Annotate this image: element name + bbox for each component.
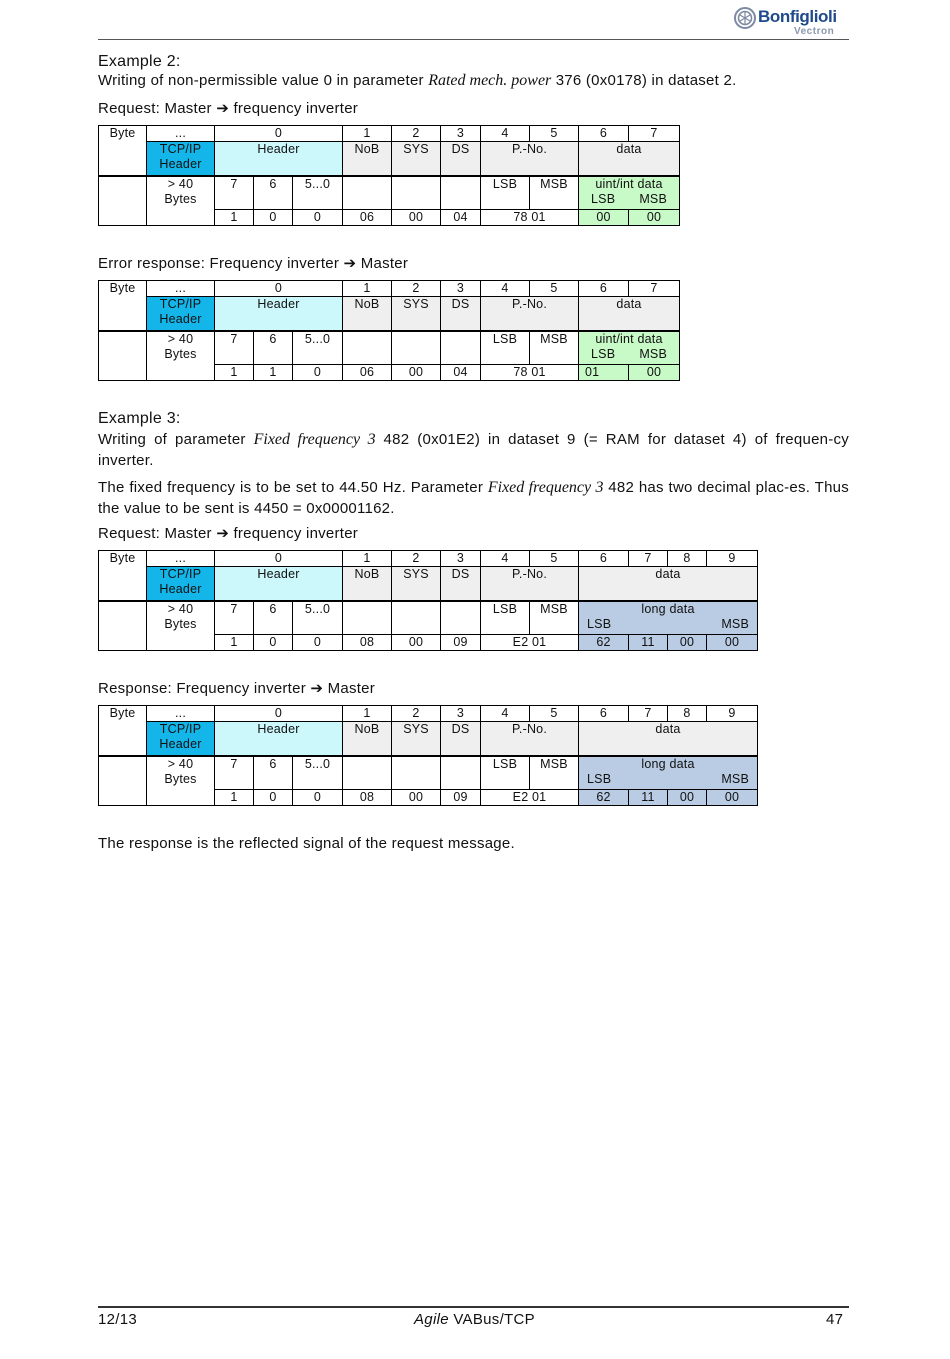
value-pno: 78 01 [481,209,579,225]
ds-cell: DS [441,297,481,332]
value-nob: 08 [343,789,392,805]
example3-detail-pre: The fixed frequency is to be set to 44.50 Hz. Parameter [98,479,488,496]
pno-lsb: LSB [481,176,530,209]
byte-col-ellipsis: ... [147,126,215,142]
sys-cell: SYS [392,297,441,332]
byte-col-4: 4 [481,126,530,142]
byte-col-3: 3 [441,281,481,297]
sys-cell: SYS [392,142,441,177]
example3-intro-post: 482 (0x01E2) in dataset 9 (= RAM for dataset 4) of frequen-cy inverter. [98,431,850,469]
footer-rule [98,1306,849,1308]
byte-col-2: 2 [392,551,441,567]
caption-end: frequency inverter [233,525,359,542]
caption-start: Request: Master [98,100,212,117]
value-bit5-0: 0 [293,789,343,805]
value-pno: 78 01 [481,364,579,380]
value-data-lsb: 01 [579,364,629,380]
byte-col-6: 6 [579,551,629,567]
byte-col-2: 2 [392,706,441,722]
value-ds: 04 [441,209,481,225]
example2-intro-pre: Writing of non-permissible value 0 in parameter [98,72,429,89]
byte-col-9: 9 [707,706,758,722]
byte-col-7: 7 [629,551,668,567]
bit-5-0: 5...0 [293,331,343,364]
byte-col-5: 5 [530,551,579,567]
pno-cell: P.-No. [481,142,579,177]
logo-name: Bonfiglioli [758,7,837,26]
value-bit5-0: 0 [293,364,343,380]
value-data-byte8: 00 [668,634,707,650]
example3-intro [98,429,849,471]
value-bit5-0: 0 [293,209,343,225]
value-ds: 09 [441,789,481,805]
data-cell: data [579,722,758,757]
byte-col-9: 9 [707,551,758,567]
example2-request-table [98,125,680,226]
footer-title-rest: VABus/TCP [448,1311,535,1328]
value-bit6: 0 [254,634,293,650]
byte-col-1: 1 [343,551,392,567]
byte-col-ellipsis: ... [147,281,215,297]
value-sys: 00 [392,209,441,225]
pno-lsb: LSB [481,756,530,789]
header-rule [98,39,849,40]
value-ds: 09 [441,634,481,650]
bit-6: 6 [254,756,293,789]
byte-col-0: 0 [215,706,343,722]
byte-col-6: 6 [579,706,629,722]
pno-cell: P.-No. [481,297,579,332]
pno-msb: MSB [530,176,579,209]
nob-cell: NoB [343,297,392,332]
pno-cell: P.-No. [481,567,579,602]
byte-col-4: 4 [481,551,530,567]
value-bit6: 0 [254,789,293,805]
byte-col-2: 2 [392,281,441,297]
long-data-cell: long data LSB MSB [579,756,758,789]
example3-request-caption [98,524,849,544]
example3-heading: Example 3: [98,410,181,427]
value-data-lsb: 00 [579,209,629,225]
example3-response-table [98,705,758,806]
value-sys: 00 [392,789,441,805]
example2-error-caption [98,254,849,274]
value-data-byte7: 11 [629,789,668,805]
header-cell: Header [215,567,343,602]
value-ds: 04 [441,364,481,380]
gt40-bytes-cell: > 40 Bytes [147,601,215,634]
value-bit7: 1 [215,364,254,380]
value-nob: 06 [343,209,392,225]
arrow-right-icon: ➔ [216,525,230,542]
bit-5-0: 5...0 [293,176,343,209]
data-cell: data [579,142,680,177]
example2-intro [98,71,849,91]
pno-msb: MSB [530,756,579,789]
example3-detail [98,477,849,519]
value-bit7: 1 [215,209,254,225]
value-data-byte6: 62 [579,789,629,805]
byte-col-5: 5 [530,706,579,722]
bonfiglioli-logo [734,4,850,38]
byte-col-4: 4 [481,706,530,722]
value-nob: 08 [343,634,392,650]
caption-end: Master [360,255,409,272]
value-bit6: 1 [254,364,293,380]
ds-cell: DS [441,142,481,177]
value-bit7: 1 [215,789,254,805]
caption-start: Request: Master [98,525,212,542]
value-nob: 06 [343,364,392,380]
value-sys: 00 [392,364,441,380]
nob-cell: NoB [343,567,392,602]
pno-lsb: LSB [481,331,530,364]
byte-col-8: 8 [668,551,707,567]
bit-6: 6 [254,176,293,209]
byte-col-6: 6 [579,126,629,142]
byte-col-7: 7 [629,281,680,297]
byte-col-2: 2 [392,126,441,142]
value-sys: 00 [392,634,441,650]
value-bit5-0: 0 [293,634,343,650]
byte-col-5: 5 [530,281,579,297]
value-data-msb: 00 [629,209,680,225]
arrow-right-icon: ➔ [216,100,230,117]
bit-6: 6 [254,601,293,634]
tcpip-header-cell: TCP/IP Header [147,567,215,602]
arrow-right-icon: ➔ [343,255,357,272]
value-pno: E2 01 [481,634,579,650]
byte-col-1: 1 [343,126,392,142]
nob-cell: NoB [343,142,392,177]
pno-lsb: LSB [481,601,530,634]
footer-title-italic: Agile [414,1311,449,1328]
example2-error-table [98,280,680,381]
ds-cell: DS [441,722,481,757]
bit-7: 7 [215,601,254,634]
sys-cell: SYS [392,567,441,602]
byte-col-5: 5 [530,126,579,142]
ds-cell: DS [441,567,481,602]
sys-cell: SYS [392,722,441,757]
caption-start: Error response: Frequency inverter [98,255,340,272]
header-cell: Header [215,142,343,177]
byte-col-3: 3 [441,706,481,722]
nob-cell: NoB [343,722,392,757]
header-cell: Header [215,722,343,757]
byte-col-6: 6 [579,281,629,297]
byte-col-1: 1 [343,281,392,297]
byte-col-7: 7 [629,706,668,722]
value-data-msb: 00 [629,364,680,380]
header-cell: Header [215,297,343,332]
value-bit7: 1 [215,634,254,650]
byte-col-0: 0 [215,281,343,297]
example3-param-name: Fixed frequency 3 [253,431,376,448]
data-cell: data [579,297,680,332]
value-data-byte7: 11 [629,634,668,650]
tcpip-header-cell: TCP/IP Header [147,722,215,757]
bit-7: 7 [215,756,254,789]
value-data-byte8: 00 [668,789,707,805]
bit-5-0: 5...0 [293,756,343,789]
caption-end: Master [327,680,375,697]
footer-page-number: 47 [826,1311,844,1328]
caption-start: Response: Frequency inverter [98,680,306,697]
example3-request-table [98,550,758,651]
byte-col-7: 7 [629,126,680,142]
data-cell: data [579,567,758,602]
byte-label: Byte [99,126,147,142]
example3-detail-param: Fixed frequency 3 [487,479,604,496]
byte-label: Byte [99,281,147,297]
byte-col-ellipsis: ... [147,551,215,567]
byte-col-0: 0 [215,551,343,567]
byte-col-3: 3 [441,551,481,567]
byte-label: Byte [99,706,147,722]
byte-col-1: 1 [343,706,392,722]
example3-detail-post: 482 has two decimal plac-es. Thus the value to be sent is 4450 = 0x00001162. [98,479,850,517]
gt40-bytes-cell: > 40 Bytes [147,756,215,789]
footer-title [414,1311,535,1328]
byte-col-8: 8 [668,706,707,722]
caption-end: frequency inverter [233,100,359,117]
tcpip-header-cell: TCP/IP Header [147,297,215,332]
logo-subtitle: Vectron [794,26,835,37]
value-data-byte9: 00 [707,789,758,805]
bit-5-0: 5...0 [293,601,343,634]
long-data-cell: long data LSB MSB [579,601,758,634]
byte-col-4: 4 [481,281,530,297]
bonfiglioli-logo-icon [734,7,756,29]
pno-msb: MSB [530,331,579,364]
byte-col-ellipsis: ... [147,706,215,722]
pno-msb: MSB [530,601,579,634]
example2-heading: Example 2: [98,53,181,70]
gt40-bytes-cell: > 40 Bytes [147,176,215,209]
uint-data-cell: uint/int data LSB MSB [579,331,680,364]
example3-intro-pre: Writing of parameter [98,431,254,448]
example2-request-caption [98,99,849,119]
example3-response-caption [98,679,849,699]
gt40-bytes-cell: > 40 Bytes [147,331,215,364]
byte-col-0: 0 [215,126,343,142]
byte-label: Byte [99,551,147,567]
value-bit6: 0 [254,209,293,225]
bit-6: 6 [254,331,293,364]
value-pno: E2 01 [481,789,579,805]
byte-col-3: 3 [441,126,481,142]
pno-cell: P.-No. [481,722,579,757]
value-data-byte9: 00 [707,634,758,650]
bit-7: 7 [215,331,254,364]
value-data-byte6: 62 [579,634,629,650]
bit-7: 7 [215,176,254,209]
arrow-right-icon: ➔ [310,680,324,697]
example2-param-name: Rated mech. power [428,72,552,89]
example2-intro-post: 376 (0x0178) in dataset 2. [551,72,737,89]
closing-paragraph: The response is the reflected signal of the request message. [98,835,515,852]
uint-data-cell: uint/int data LSB MSB [579,176,680,209]
footer-date: 12/13 [98,1311,138,1328]
tcpip-header-cell: TCP/IP Header [147,142,215,177]
